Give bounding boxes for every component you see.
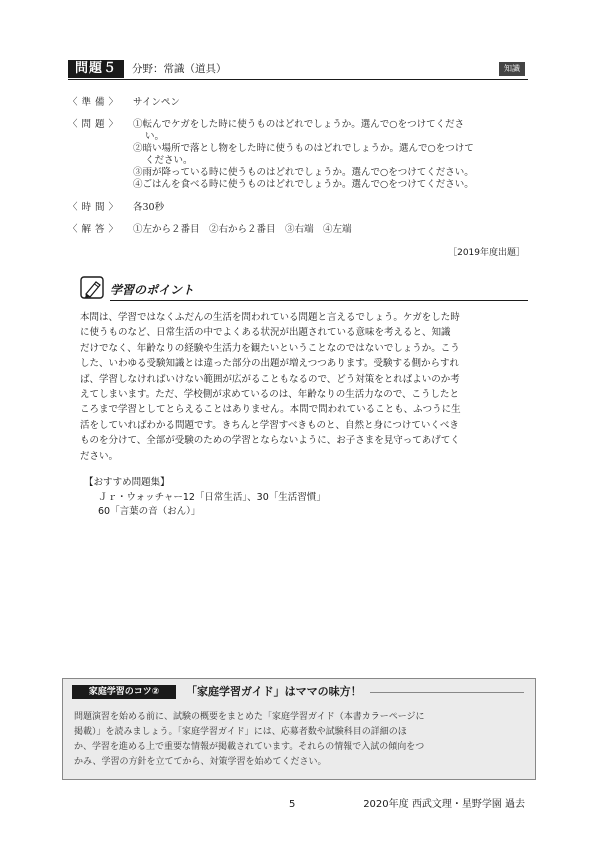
tip-line: 掲載）」を読みましょう。「家庭学習ガイド」には、応募者数や試験科目の詳細のほ (74, 727, 407, 737)
point-line: だけでなく、年齢なりの経験や生活力を観たいということなのではないでしょうか。こう (80, 342, 460, 354)
point-line: 本問は、学習ではなくふだんの生活を問われている問題と言えるでしょう。ケガをした時 (80, 312, 460, 323)
point-line: した、いわゆる受験知識とは違った部分の出題が増えつつあります。受験する側からすれ (80, 358, 460, 370)
prep-label: 〈 準 備 〉 (68, 97, 119, 108)
question-number-badge: 問題５ (68, 60, 124, 78)
problem-item: ②暗い場所で落とし物をした時に使うものはどれでしょうか。選んで○をつけて (133, 143, 474, 154)
point-rule (110, 300, 528, 301)
problem-item: ④ごはんを食べる時に使うものはどれでしょうか。選んで○をつけてください。 (133, 179, 474, 190)
question-field: 分野：常識（道具） (132, 63, 227, 75)
problem-item: ①転んでケガをした時に使うものはどれでしょうか。選んで○をつけてくださ (133, 119, 465, 130)
point-line: えてしまいます。ただ、学校側が求めているのは、年齢なりの生活力なので、こうしたと (80, 389, 460, 401)
problem-item: ③雨が降っている時に使うものはどれでしょうか。選んで○をつけてください。 (133, 167, 474, 178)
point-line: ば、学習しなければいけない範囲が広がることもなるので、どう対策をとればよいのか考 (80, 373, 460, 385)
point-line: ださい。 (80, 450, 119, 462)
tip-line: かみ、学習の方針を立ててから、対策学習を始めてください。 (74, 757, 327, 767)
category-tag: 知識 (499, 62, 525, 76)
problem-label: 〈 問 題 〉 (68, 119, 119, 130)
time-label: 〈 時 間 〉 (68, 202, 119, 213)
page-number: 5 (289, 799, 296, 810)
header-rule (68, 79, 528, 80)
source-year: ［2019年度出題］ (448, 248, 525, 258)
footer-title: 2020年度 西武文理・星野学園 過去 (363, 799, 525, 810)
problem-item: ください。 (145, 155, 193, 166)
recommend-item: Ｊｒ・ウォッチャー12「日常生活」、30「生活習慣」 (98, 492, 326, 503)
answer-text: ①左から２番目 ②右から２番目 ③右端 ④左端 (133, 224, 352, 235)
point-line: に使うものなど、日常生活の中でよくある状況が出題されている意味を考えると、知識 (80, 327, 451, 339)
point-heading: 学習のポイント (110, 283, 195, 297)
tip-body (74, 710, 526, 770)
tip-rule (370, 692, 524, 693)
answer-label: 〈 解 答 〉 (68, 224, 119, 235)
recommend-item: 60「言葉の音（おん）」 (98, 506, 201, 517)
time-text: 各30秒 (133, 202, 165, 213)
point-line: ものを分けて、全部が受験のための学習とならないように、お子さまを見守ってあげてく (80, 435, 460, 447)
tip-line: か、学習を進める上で重要な情報が掲載されています。それらの情報で入試の傾向をつ (74, 742, 425, 752)
point-body (80, 310, 528, 464)
tip-badge: 家庭学習のコツ② (72, 685, 176, 699)
pencil-icon (80, 276, 106, 300)
point-line: ころまで学習としてとらえることはありません。本問で問われていることも、ふつうに生 (80, 404, 461, 416)
tip-line: 問題演習を始める前に、試験の概要をまとめた「家庭学習ガイド（本書カラーページに (74, 712, 425, 722)
prep-text: サインペン (133, 97, 180, 108)
point-line: 活をしていればわかる問題です。きちんと学習すべきものと、自然と身につけていくべき (80, 419, 459, 431)
problem-item: い。 (145, 131, 165, 142)
recommend-heading: 【おすすめ問題集】 (84, 477, 170, 488)
tip-heading: 「家庭学習ガイド」はママの味方！ (186, 685, 362, 698)
